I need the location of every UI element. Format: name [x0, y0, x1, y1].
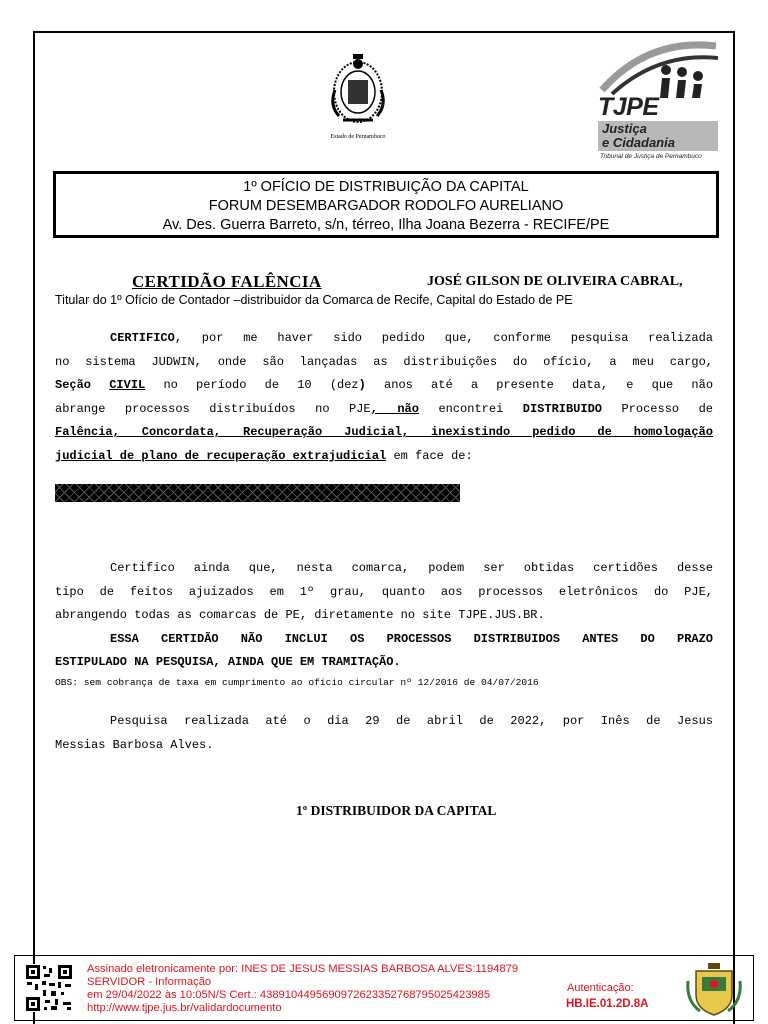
p1-line2: no sistema JUDWIN, onde são lançadas as distribuições do ofício, a meu cargo,: [55, 354, 713, 369]
footer-signed-by: Assinado eletronicamente por: INES DE JESUS MESSIAS BARBOSA ALVES:1194879: [87, 963, 519, 975]
p3-line2: ESTIPULADO NA PESQUISA, AINDA QUE EM TRAMITAÇÃO.: [55, 655, 401, 670]
tjpe-abbreviation: TJPE: [598, 93, 659, 121]
authentication-label: Autenticação:: [567, 982, 634, 994]
issuer-role: Titular do 1º Ofício de Contador –distribuidor da Comarca de Recife, Capital do Estado de PE: [55, 293, 573, 307]
p2-line2: tipo de feitos ajuizados em 1º grau, quanto aos processos eletrônicos do PJE,: [55, 584, 713, 599]
signature-title: 1º DISTRIBUIDOR DA CAPITAL: [296, 803, 497, 818]
p1-line4-a: abrange processos distribuídos no PJE: [55, 401, 371, 416]
footer-validation-url[interactable]: http://www.tjpe.jus.br/validardocumento: [87, 1002, 282, 1014]
p3-line1: ESSA CERTIDÃO NÃO INCLUI OS PROCESSOS DISTRIBUIDOS ANTES DO PRAZO: [110, 631, 713, 646]
footer-role: SERVIDOR - Informação: [87, 976, 212, 988]
p1-line6-bold: judicial de plano de recuperação extrajudicial: [55, 448, 387, 463]
certificate-title: CERTIDÃO FALÊNCIA: [132, 272, 322, 291]
p1-line4-b: encontrei: [438, 401, 504, 416]
paragraph-certifico: [55, 327, 713, 469]
p1-line6-rest: em face de:: [393, 448, 473, 463]
state-seal-logo: [325, 50, 391, 144]
qr-code-icon[interactable]: [25, 964, 73, 1012]
p1-line4-c: Processo de: [621, 401, 713, 416]
tjpe-line-2: e Cidadania: [602, 135, 675, 150]
distribuido-label: DISTRIBUIDO: [522, 401, 602, 416]
issuer-name: JOSÉ GILSON DE OLIVEIRA CABRAL,: [427, 274, 683, 289]
office-line-3: Av. Des. Guerra Barreto, s/n, térreo, Ilha Joana Bezerra - RECIFE/PE: [162, 217, 610, 233]
p4-line1: Pesquisa realizada até o dia 29 de abril de 2022, por Inês de Jesus: [110, 714, 713, 728]
p4-line2: Messias Barbosa Alves.: [55, 737, 214, 752]
seal-caption: Estado de Pernambuco: [330, 134, 386, 140]
p1-line5: Falência, Concordata, Recuperação Judicial, inexistindo pedido de homologação: [55, 425, 713, 440]
court-seal-icon: [684, 961, 744, 1017]
p1-line3-mid: no período de 10 (dez: [163, 378, 359, 393]
nao-label: , não: [370, 401, 419, 416]
p1-line3-paren: ): [358, 378, 366, 393]
certifico-keyword: CERTIFICO: [110, 331, 175, 345]
obs-note: OBS: sem cobrança de taxa em cumprimento ao ofício circular nº 12/2016 de 04/07/2016: [55, 677, 539, 688]
footer-date-cert: em 29/04/2022 às 10:05N/S Cert.: 4389104495690972623352768795025423985: [87, 989, 491, 1001]
authentication-code: HB.IE.01.2D.8A: [566, 998, 649, 1010]
civil-label: CIVIL: [109, 378, 146, 393]
p2-line3: abrangendo todas as comarcas de PE, diretamente no site TJPE.JUS.BR.: [55, 608, 545, 623]
office-header-box: [53, 171, 719, 238]
p1-line1-text: , por me haver sido pedido que, conforme pesquisa realizada: [174, 331, 713, 345]
tjpe-subtitle: Tribunal de Justiça de Pernambuco: [600, 153, 702, 160]
paragraph-certifico-ainda: [55, 557, 713, 675]
office-line-2: FORUM DESEMBARGADOR RODOLFO AURELIANO: [208, 198, 564, 214]
redacted-name-bar: [55, 484, 460, 502]
tjpe-line-1: Justiça: [602, 121, 647, 136]
paragraph-pesquisa: [55, 710, 713, 757]
p1-line3-rest: anos até a presente data, e que não: [384, 378, 714, 393]
office-line-1: 1º OFÍCIO DE DISTRIBUIÇÃO DA CAPITAL: [243, 179, 529, 195]
secao-label: Seção: [55, 378, 92, 393]
p2-line1: Certifico ainda que, nesta comarca, podem ser obtidas certidões desse: [110, 561, 713, 575]
